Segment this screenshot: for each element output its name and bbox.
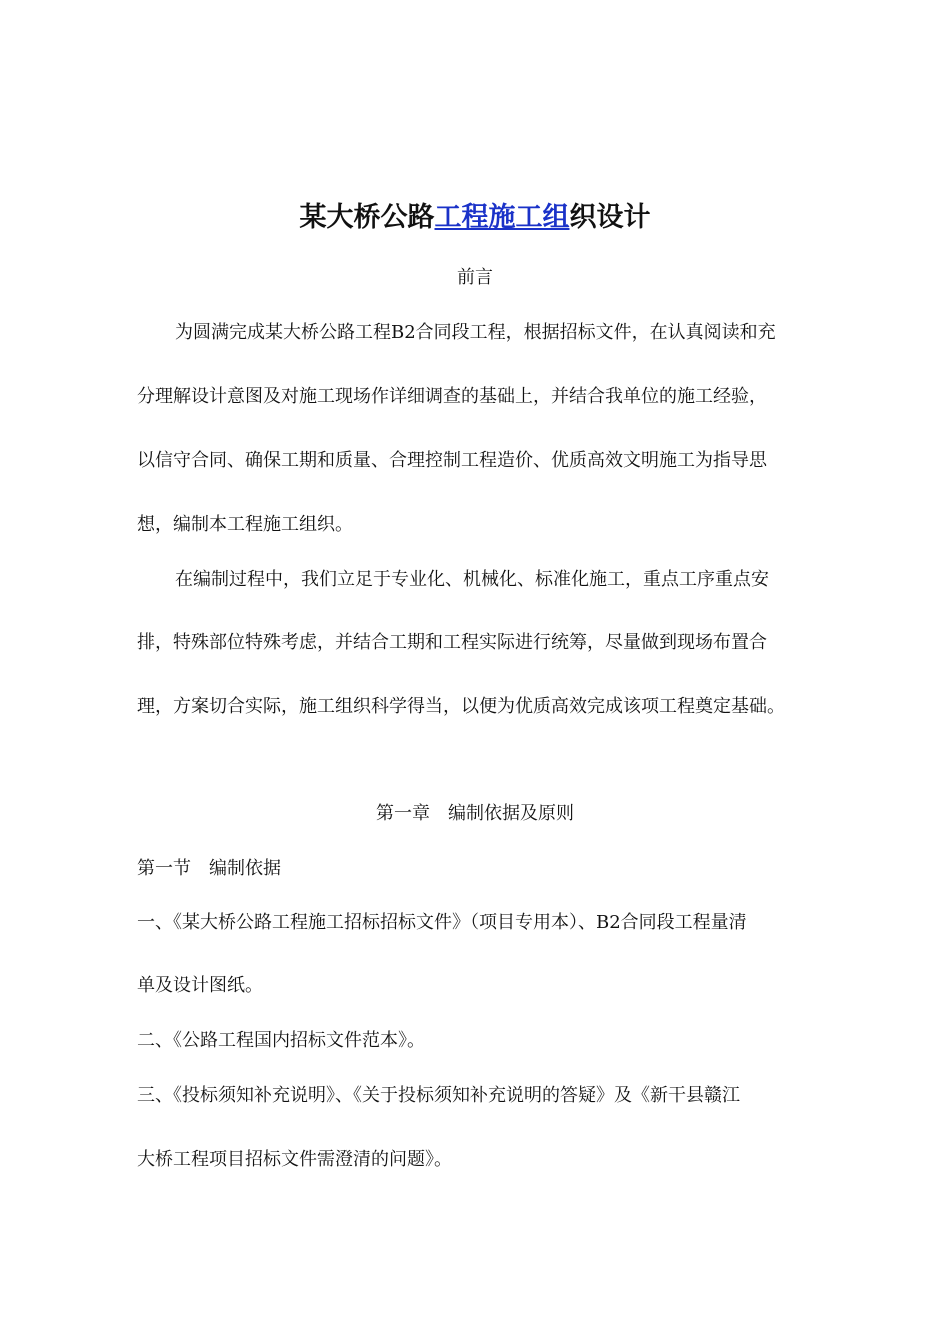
preface-para2-line: 在编制过程中，我们立足于专业化、机械化、标准化施工，重点工序重点安 bbox=[175, 569, 769, 590]
title-text-after: 织设计 bbox=[569, 202, 651, 233]
basis-item-line: 三、《投标须知补充说明》、《关于投标须知补充说明的答疑》及《新干县赣江 bbox=[137, 1085, 740, 1106]
preface-heading: 前言 bbox=[457, 267, 493, 288]
preface-para1-line: 分理解设计意图及对施工现场作详细调查的基础上，并结合我单位的施工经验， bbox=[137, 386, 767, 407]
section-heading: 第一节 编制依据 bbox=[137, 858, 281, 879]
basis-item-line: 二、《公路工程国内招标文件范本》。 bbox=[137, 1030, 425, 1051]
preface-para2-line: 理，方案切合实际，施工组织科学得当，以便为优质高效完成该项工程奠定基础。 bbox=[137, 696, 785, 717]
basis-item-line: 单及设计图纸。 bbox=[137, 975, 263, 996]
chapter-heading: 第一章 编制依据及原则 bbox=[376, 803, 574, 824]
preface-para1-line: 以信守合同、确保工期和质量、合理控制工程造价、优质高效文明施工为指导思 bbox=[137, 450, 767, 471]
preface-para1-line: 为圆满完成某大桥公路工程B2合同段工程，根据招标文件，在认真阅读和充 bbox=[175, 322, 776, 343]
document-title bbox=[0, 198, 950, 238]
title-link[interactable]: 工程施工组 bbox=[434, 202, 570, 233]
basis-item-line: 一、《某大桥公路工程施工招标招标文件》（项目专用本）、B2合同段工程量清 bbox=[137, 912, 747, 933]
basis-item-line: 大桥工程项目招标文件需澄清的问题》。 bbox=[137, 1149, 452, 1170]
title-text-before: 某大桥公路 bbox=[299, 202, 435, 233]
preface-para1-line: 想，编制本工程施工组织。 bbox=[137, 514, 353, 535]
preface-para2-line: 排，特殊部位特殊考虑，并结合工期和工程实际进行统筹，尽量做到现场布置合 bbox=[137, 632, 767, 653]
